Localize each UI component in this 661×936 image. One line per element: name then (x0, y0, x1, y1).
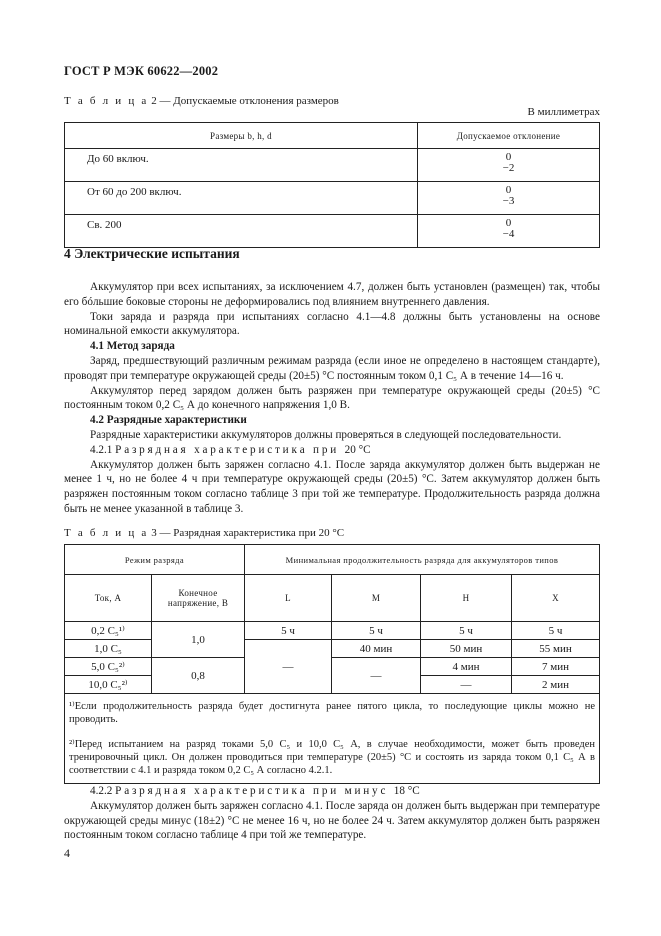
table2-header-tolerance: Допускаемое отклонение (418, 123, 600, 149)
table3-caption: Т а б л и ц а 3 — Разрядная характеристика при 20 °С (64, 527, 345, 539)
table-row: До 60 включ. 0 −2 (65, 149, 600, 182)
table-row: Св. 200 0 −4 (65, 215, 600, 248)
table3-header-duration: Минимальная продолжительность разряда для аккумуляторов типов (245, 545, 600, 575)
table-row: От 60 до 200 включ. 0 −3 (65, 182, 600, 215)
table3 (64, 544, 600, 784)
table3-header-current: Ток, А (65, 575, 152, 622)
table2-caption: Т а б л и ц а 2 — Допускаемые отклонения размеров (64, 95, 339, 107)
section-title: 4 Электрические испытания (64, 246, 240, 261)
table-row: 0,2 C₅¹⁾ 1,0 5 ч 5 ч 5 ч 5 ч (65, 622, 600, 640)
table-row: 10,0 C₅²⁾ — 2 мин (65, 676, 600, 694)
table3-header-type-h: H (421, 575, 512, 622)
table3-header-voltage: Конечное напряжение, В (152, 575, 245, 622)
table2-units: В миллиметрах (527, 106, 600, 118)
table2 (64, 122, 600, 248)
table3-header-type-l: L (245, 575, 332, 622)
section422-body: 4.2.2 Р а з р я д н а я х а р а к т е р и с т и к а п р и м и н у с 18 °С Аккумулятор должен быть заряжен согласно 4.1. После заряда он должен быть выдержан при температуре окружающей среды минус (18±2) °С не менее 16 ч, но не более 24 ч. Затем аккумулятор должен быть разряжен постоянным током согласно таблице 4 при той же температуре. (64, 785, 600, 842)
section4-body: Аккумулятор при всех испытаниях, за исключением 4.7, должен быть установлен (размещен) так, чтобы его бóльшие боковые стороны не деформировались под влиянием внутреннего давления. Токи заряда и разряда при испытаниях согласно 4.1—4.8 должны быть установлены на основе номинальной емкости аккумулятора. 4.1 Метод заряда Заряд, предшествующий различным режимам разряда (если иное не определено в настоящем стандарте), проводят при температуре окружающей среды (20±5) °С постоянным током 0,1 C₅ А в течение 14—16 ч. Аккумулятор перед зарядом должен быть разряжен при температуре окружающей среды (20±5) °С постоянным током 0,2 C₅ А до конечного напряжения 1,0 В. 4.2 Разрядные характеристики Разрядные характеристики аккумуляторов должны проверяться в следующей последовательности. 4.2.1 Р а з р я д н а я х а р а к т е р и с т и к а п р и 20 °С Аккумулятор должен быть заряжен согласно 4.1. После заряда аккумулятор должен быть выдержан не менее 1 ч, но не более 4 ч при температуре окружающей среды (20±5) °С. Затем аккумулятор должен быть разряжен постоянным током согласно таблице 3 при той же температуре. Продолжительность разряда должна быть не менее указанной в таблице 3. (64, 281, 600, 515)
table3-header-type-m: M (332, 575, 421, 622)
page-number: 4 (64, 846, 70, 860)
document-header: ГОСТ Р МЭК 60622—2002 (64, 64, 219, 78)
table3-header-mode: Режим разряда (65, 545, 245, 575)
table3-header-type-x: X (512, 575, 600, 622)
table-row: 5,0 C₅²⁾ 0,8 — 4 мин 7 мин (65, 658, 600, 676)
table-row: 1,0 C₅ — 40 мин 50 мин 55 мин (65, 640, 600, 658)
table2-header-size: Размеры b, h, d (65, 123, 418, 149)
table3-footnotes: ¹⁾Если продолжительность разряда будет достигнута ранее пятого цикла, то последующие циклы можно не проводить. ²⁾Перед испытанием на разряд токами 5,0 C₅ и 10,0 C₅ А, в случае необходимости, может быть проведен тренировочный цикл. Он должен проводиться при температуре (20±5) °С и состоять из заряда током 0,1 C₅ А в соответствии с 4.1 и разряда током 0,2 C₅ А согласно 4.2.1. (65, 694, 600, 784)
